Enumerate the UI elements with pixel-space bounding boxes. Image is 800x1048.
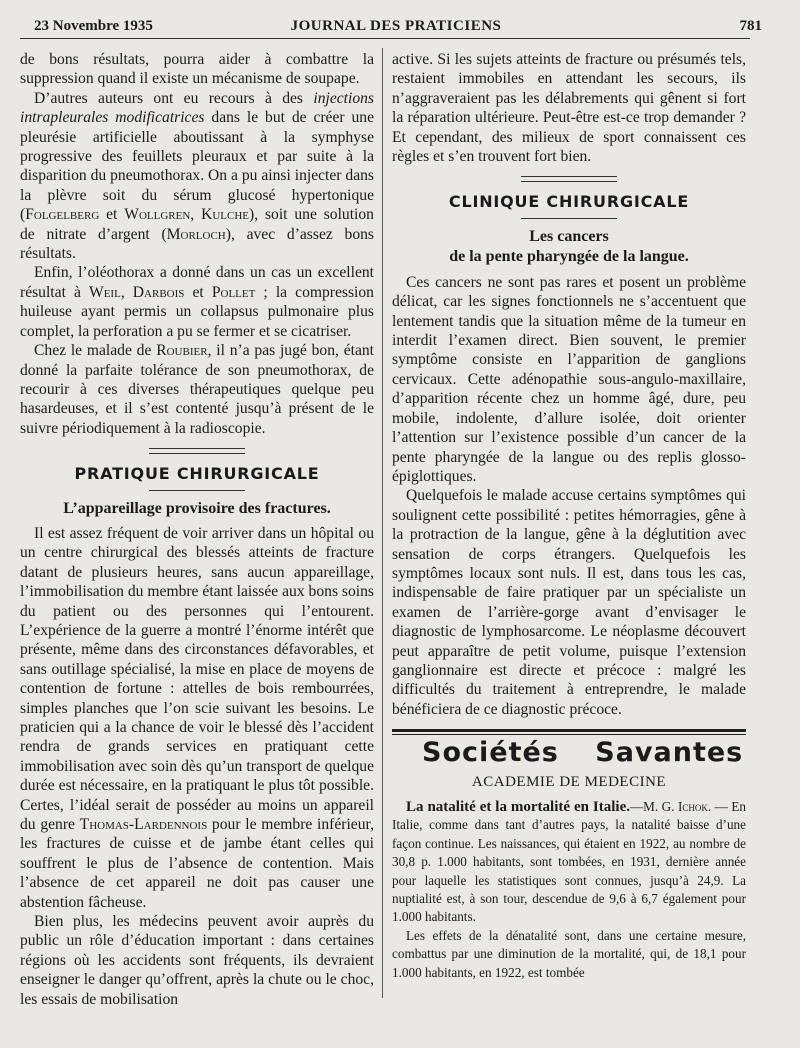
right-column <box>392 50 746 982</box>
paragraph: Chez le malade de Roubier, il n’a pas jugé bon, étant donné la parfaite tolérance de son pneumothorax, de recourir à ces diverses thérapeutiques quelque peu hasardeuses, et il s’est contenté jusqu’à présent de le suivre périodiquement à la radioscopie. <box>20 342 374 437</box>
page-header <box>22 16 770 38</box>
issue-date: 23 Novembre 1935 <box>34 18 153 34</box>
section-rule <box>392 729 746 735</box>
paragraph: de bons résultats, pourra aider à combattre la suppression quand il existe un mécanisme de soupape. <box>20 51 374 88</box>
paragraph: Les effets de la dénatalité sont, dans une certaine mesure, combattus par une diminution de la mortalité, qui, de 18,1 pour 1.000 habitants, en 1922, est tombée <box>392 927 746 980</box>
author-name: Pollet <box>211 283 256 301</box>
title-rule <box>149 490 245 491</box>
left-column <box>20 50 374 1009</box>
paragraph: active. Si les sujets atteints de fracture ou présumés tels, restaient immobiles en attendant les secours, ils n’aggraveraient pas les délabrements qui gênent si fort la réparation ultérieure. Peut-être est-ce trop demander ? Et cependant, des milieux de sport connaissent ces règles et s’en trouvent fort bien. <box>392 51 746 166</box>
section-separator <box>149 448 245 454</box>
emphasis: injections intrapleurales modificatrices <box>20 89 374 127</box>
author-name: Thomas-Lardennois <box>79 816 208 834</box>
author-name: Morloch <box>166 225 226 243</box>
paragraph: D’autres auteurs ont eu recours à des injections intrapleurales modificatrices dans le but de créer une pleurésie artificielle aboutissant à la symphyse progressive des feuillets pleuraux et par suite à la disparition du pneumothorax. On a pu ainsi injecter dans la plèvre soit du sérum glucosé hypertonique (Folgelberg et Wollgren, Kulche), soit une solution de nitrate d’argent (Morloch), avec d’assez bons résultats. <box>20 89 375 263</box>
page-number: 781 <box>739 18 762 34</box>
author-name: Weil <box>88 283 121 301</box>
paragraph: Il est assez fréquent de voir arriver dans un hôpital ou un centre chirurgical des blessés atteints de fracture datant de plusieurs heures, sans aucun appareillage, l’immobilisation du membre étant laissée aux bons soins du patient ou des personnes qui l’entourent. L’expérience de la guerre a montré l’énorme intérêt que présente, même dans des circonstances défavorables, et sans outillage spécialisé, la mise en place de moyens de contention de fortune : attelles de bois rembourrées, simples planches que l’on scie suivant les besoins. Le praticien qui a la chance de voir le blessé dès l’accident rendra de grands services en pratiquant cette immobilisation avec soin dès qu’un transport de quelque durée est nécessaire, en la pratiquant le plus tôt possible. Certes, l’idéal serait de posséder au moins un appareil du genre Thomas-Lardennois pour le membre inférieur, les fractures de cuisse et de jambe étant celles qui souffrent le plus de l’absence de contention. Mais l’absence de cet appareil ne doit pas causer une abstention fâcheuse. <box>20 524 374 911</box>
paragraph: Enfin, l’oléothorax a donné dans un cas un excellent résultat à Weil, Darbois et Pollet ; la compression huileuse ayant permis un collapsus pulmonaire plus complet, la perforation a pu se fermer et se cicatriser. <box>20 264 374 340</box>
journal-title: JOURNAL DES PRATICIENS <box>290 18 502 34</box>
paragraph: La natalité et la mortalité en Italie.—M. G. Ichok. — En Italie, comme dans tant d’autres pays, la natalité baisse d’une façon continue. Les naissances, qui étaient en 1922, au nombre de 30,8 p. 1.000 habitants, sont tombées, en 1931, dernière année pour laquelle les statistiques sont connues, jusqu’à 24,9. La nuptialité est, à son tour, descendue de 9,6 à 6,7 également pour 1.000 habitants. <box>392 799 746 925</box>
author-name: Roubier <box>156 342 208 360</box>
paragraph: Quelquefois le malade accuse certains symptômes qui soulignent cette possibilité : petites hémorragies, gêne à la protraction de la langue, gêne à la déglutition avec sensation de corps étrangers. Quelquefois les symptômes locaux sont nuls. Il est, dans tous les cas, indispensable de faire pratiquer par un spécialiste un examen de l’arrière-gorge avant d’envisager le diagnostic de lymphosarcome. Le néoplasme découvert peut apparaître de petit volume, puisque l’extension ganglionnaire est directe et précoce : malgré les difficultés du traitement à entreprendre, le malade bénéficiera de ce diagnostic précoce. <box>392 487 746 718</box>
section-title: PRATIQUE CHIRURGICALE <box>74 464 320 484</box>
report-title: La natalité et la mortalité en Italie. <box>406 799 630 815</box>
academie-heading: ACADEMIE DE MEDECINE <box>471 773 667 790</box>
column-divider <box>382 48 383 998</box>
header-rule <box>20 38 750 39</box>
societes-title: Sociétés Savantes <box>422 737 744 769</box>
author-name: Wollgren <box>124 206 191 224</box>
article-title: L’appareillage provisoire des fractures. <box>63 499 331 517</box>
paragraph: Bien plus, les médecins peuvent avoir auprès du public un rôle d’éducation important : dans certaines régions où les accidents sont fréquents, ils devraient enseigner le danger qu’offrent, après la chute ou le choc, les essais de mobilisation <box>20 913 374 1008</box>
article-title: Les cancers de la pente pharyngée de la langue. <box>449 227 689 265</box>
author-name: Folgelberg <box>25 206 100 224</box>
author-name: Kulche <box>201 206 249 224</box>
author-name: Darbois <box>132 283 185 301</box>
author-name: Ichok <box>677 799 708 814</box>
paragraph: Ces cancers ne sont pas rares et posent un problème délicat, car les signes fonctionnels ne s’accentuent que lentement tandis que la situation même de la tumeur en interdit l’examen direct. Bien souvent, le premier symptôme consiste en l’apparition de ganglions cervicaux. Cette adénopathie sous-angulo-maxillaire, d’apparition récente chez un homme âgé, dure, peu mobile, indolente, d’allure isolée, doit orienter l’attention sur l’existence possible d’un cancer de la pente pharyngée de la langue ou des replis glosso-épiglottiques. <box>392 273 746 485</box>
title-rule <box>521 218 617 219</box>
section-separator <box>521 176 617 182</box>
section-title: CLINIQUE CHIRURGICALE <box>448 192 690 212</box>
